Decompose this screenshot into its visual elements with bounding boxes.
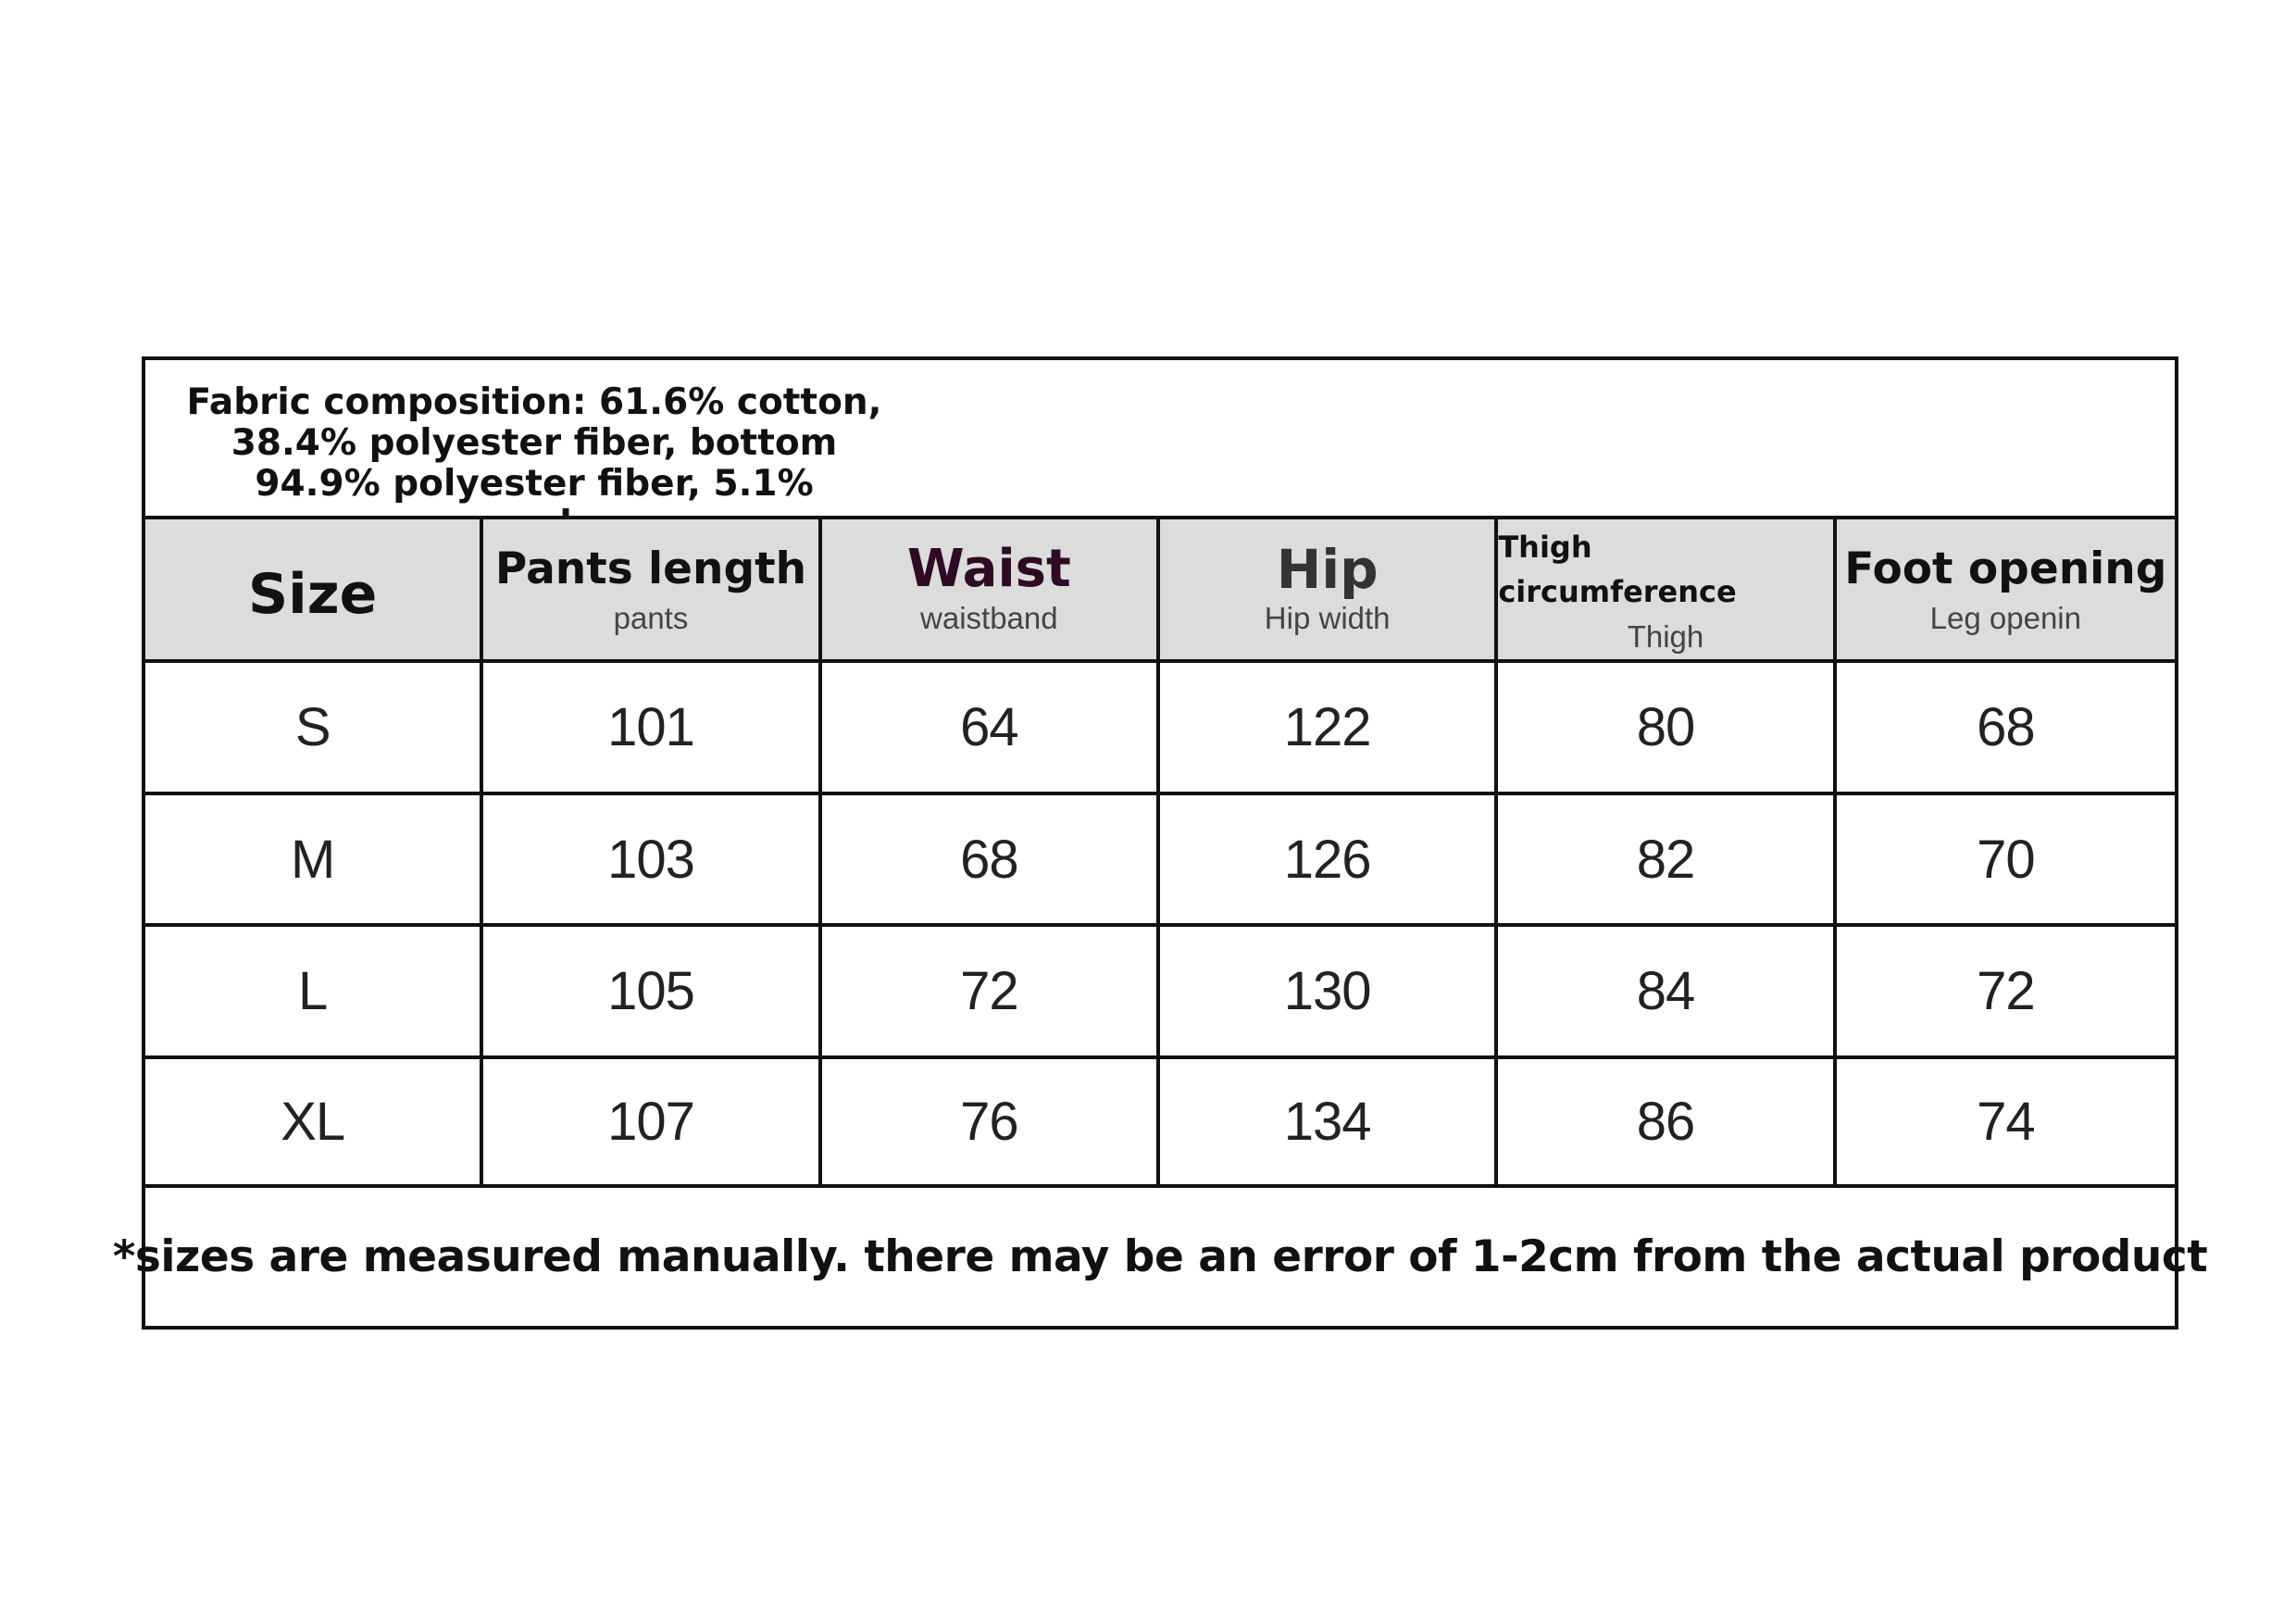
cell-foot-opening: 72 (1977, 961, 2035, 1021)
table-cell (1498, 795, 1836, 927)
table-cell (1498, 1059, 1836, 1188)
cell-pants-length: 107 (607, 1092, 694, 1152)
cell-waist: 72 (960, 961, 1018, 1021)
cell-pants-length: 101 (607, 697, 694, 757)
table-cell (822, 927, 1160, 1059)
table-cell (145, 795, 483, 927)
size-table (145, 519, 2175, 1188)
table-cell (1160, 663, 1498, 795)
table-cell (822, 1059, 1160, 1188)
header-hip-sub: Hip width (1264, 600, 1391, 635)
table-cell (1160, 927, 1498, 1059)
header-foot-opening (1837, 519, 2175, 663)
cell-thigh: 86 (1636, 1092, 1695, 1152)
cell-size: M (291, 829, 335, 890)
cell-waist: 68 (960, 829, 1018, 890)
header-foot-opening-title: Foot opening (1844, 543, 2167, 594)
table-cell (483, 1059, 821, 1188)
header-waist-title: Waist (906, 538, 1071, 599)
table-cell (1837, 1059, 2175, 1188)
cell-size: XL (281, 1092, 345, 1152)
table-cell (1837, 795, 2175, 927)
header-foot-opening-sub: Leg openin (1929, 600, 2081, 635)
header-hip (1160, 519, 1498, 663)
header-thigh (1498, 519, 1836, 663)
table-cell (822, 795, 1160, 927)
table-cell (1837, 927, 2175, 1059)
measurement-note-box (112, 1188, 2208, 1326)
header-thigh-title: Thigh circumference (1498, 529, 1737, 609)
table-cell (483, 927, 821, 1059)
table-cell (822, 663, 1160, 795)
header-size (145, 519, 483, 663)
size-chart (112, 356, 2208, 1330)
table-cell (145, 1059, 483, 1188)
header-pants-length-sub: pants (613, 600, 689, 635)
fabric-composition-box (145, 360, 2175, 519)
header-waist (822, 519, 1160, 663)
table-cell (1837, 663, 2175, 795)
header-waist-sub: waistband (920, 600, 1058, 635)
cell-hip: 126 (1283, 829, 1371, 890)
cell-size: S (294, 697, 331, 757)
cell-pants-length: 103 (607, 829, 694, 890)
table-cell (1160, 795, 1498, 927)
cell-pants-length: 105 (607, 961, 694, 1021)
measurement-note-text: *sizes are measured manually. there may be an error of 1-2cm from the actual product (112, 1231, 2208, 1282)
cell-waist: 64 (960, 697, 1018, 757)
cell-thigh: 82 (1636, 829, 1695, 890)
cell-size: L (298, 961, 328, 1021)
header-pants-length-title: Pants length (494, 543, 807, 594)
cell-thigh: 84 (1636, 961, 1695, 1021)
table-cell (145, 927, 483, 1059)
header-size-title: Size (247, 561, 378, 627)
cell-foot-opening: 68 (1977, 697, 2035, 757)
cell-thigh: 80 (1636, 697, 1695, 757)
cell-hip: 134 (1283, 1092, 1371, 1152)
table-cell (483, 663, 821, 795)
header-pants-length (483, 519, 821, 663)
fabric-composition-text: Fabric composition: 61.6% cotton, 38.4% polyester fiber, bottom 94.9% polyester fiber, 5.1% (186, 381, 882, 505)
cell-foot-opening: 70 (1977, 829, 2035, 890)
header-thigh-sub: Thigh (1627, 618, 1704, 654)
header-hip-title: Hip (1276, 537, 1379, 601)
cell-hip: 130 (1283, 961, 1371, 1021)
cell-foot-opening: 74 (1977, 1092, 2035, 1152)
table-cell (483, 795, 821, 927)
table-cell (1498, 663, 1836, 795)
cell-hip: 122 (1283, 697, 1371, 757)
table-cell (145, 663, 483, 795)
cell-waist: 76 (960, 1092, 1018, 1152)
table-cell (1160, 1059, 1498, 1188)
table-cell (1498, 927, 1836, 1059)
